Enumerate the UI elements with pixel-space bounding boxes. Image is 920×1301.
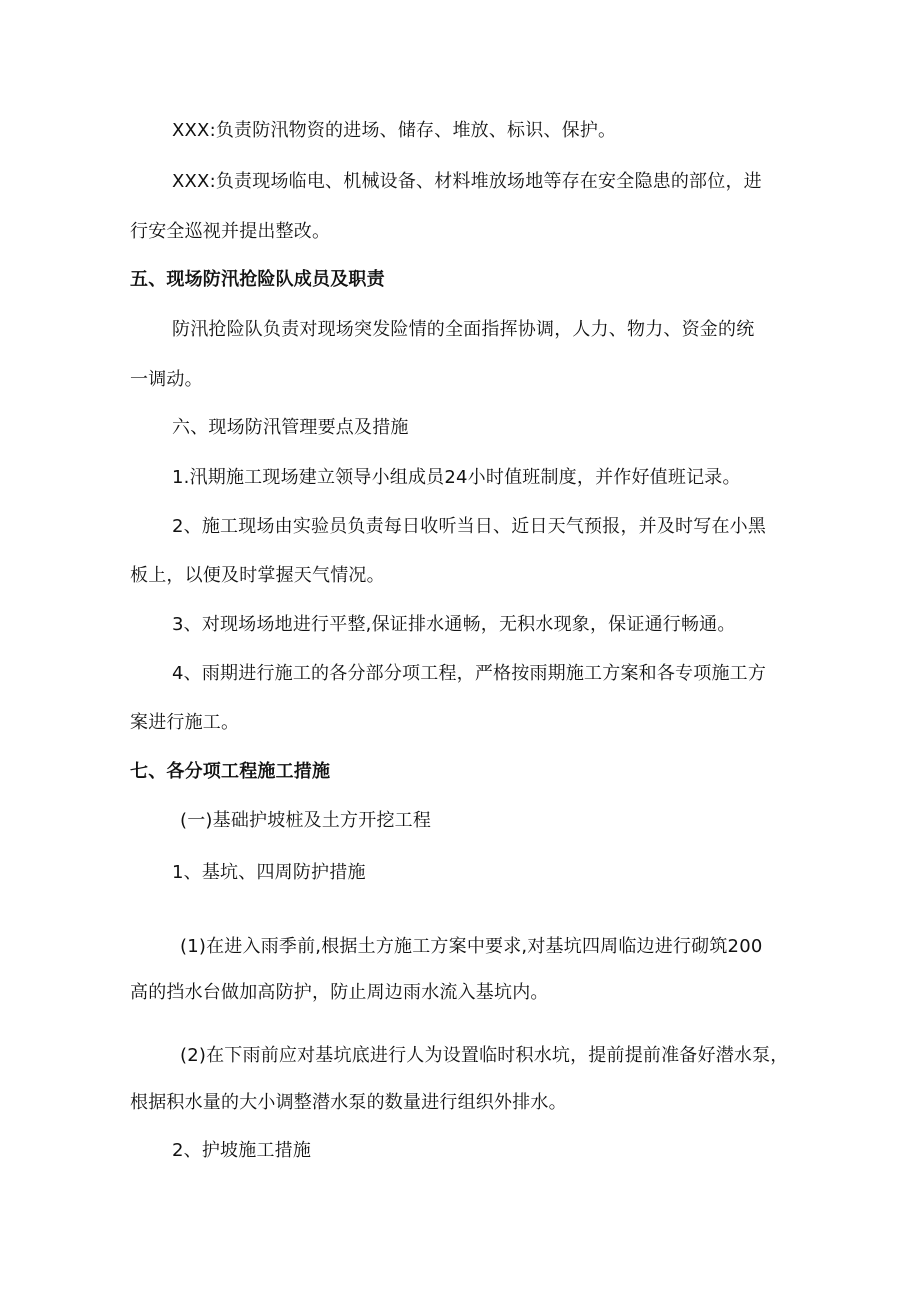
section-heading-plain: 六、现场防汛管理要点及措施 [172,417,409,438]
section-heading: 五、现场防汛抢险队成员及职责 [130,269,385,290]
paragraph-line: 2、施工现场由实验员负责每日收听当日、近日天气预报，并及时写在小黑 [172,516,767,537]
paragraph-line: 3、对现场场地进行平整,保证排水通畅，无积水现象，保证通行畅通。 [172,614,736,635]
paragraph-line: 根据积水量的大小调整潜水泵的数量进行组织外排水。 [130,1092,567,1113]
section-heading: 七、各分项工程施工措施 [130,761,331,782]
paragraph-line: 案进行施工。 [130,712,240,733]
paragraph-line: XXX:负责现场临电、机械设备、材料堆放场地等存在安全隐患的部位，进 [172,171,762,192]
paragraph-line: (2)在下雨前应对基坑底进行人为设置临时积水坑，提前提前准备好潜水泵， [180,1045,789,1066]
paragraph-line: 1.汛期施工现场建立领导小组成员24小时值班制度，并作好值班记录。 [172,467,741,488]
paragraph-line: 行安全巡视并提出整改。 [130,221,331,242]
paragraph-line: 4、雨期进行施工的各分部分项工程，严格按雨期施工方案和各专项施工方 [172,663,767,684]
item-heading: 1、基坑、四周防护措施 [172,862,366,883]
item-heading: 2、护坡施工措施 [172,1140,312,1161]
subsection-heading: (一)基础护坡桩及土方开挖工程 [180,810,432,831]
paragraph-line: 板上，以便及时掌握天气情况。 [130,565,385,586]
paragraph-line: 一调动。 [130,369,203,390]
paragraph-line: (1)在进入雨季前,根据土方施工方案中要求,对基坑四周临边进行砌筑200 [180,936,763,957]
paragraph-line: 高的挡水台做加高防护，防止周边雨水流入基坑内。 [130,982,549,1003]
paragraph-line: 防汛抢险队负责对现场突发险情的全面指挥协调，人力、物力、资金的统 [172,319,755,340]
paragraph-line: XXX:负责防汛物资的进场、储存、堆放、标识、保护。 [172,120,617,141]
